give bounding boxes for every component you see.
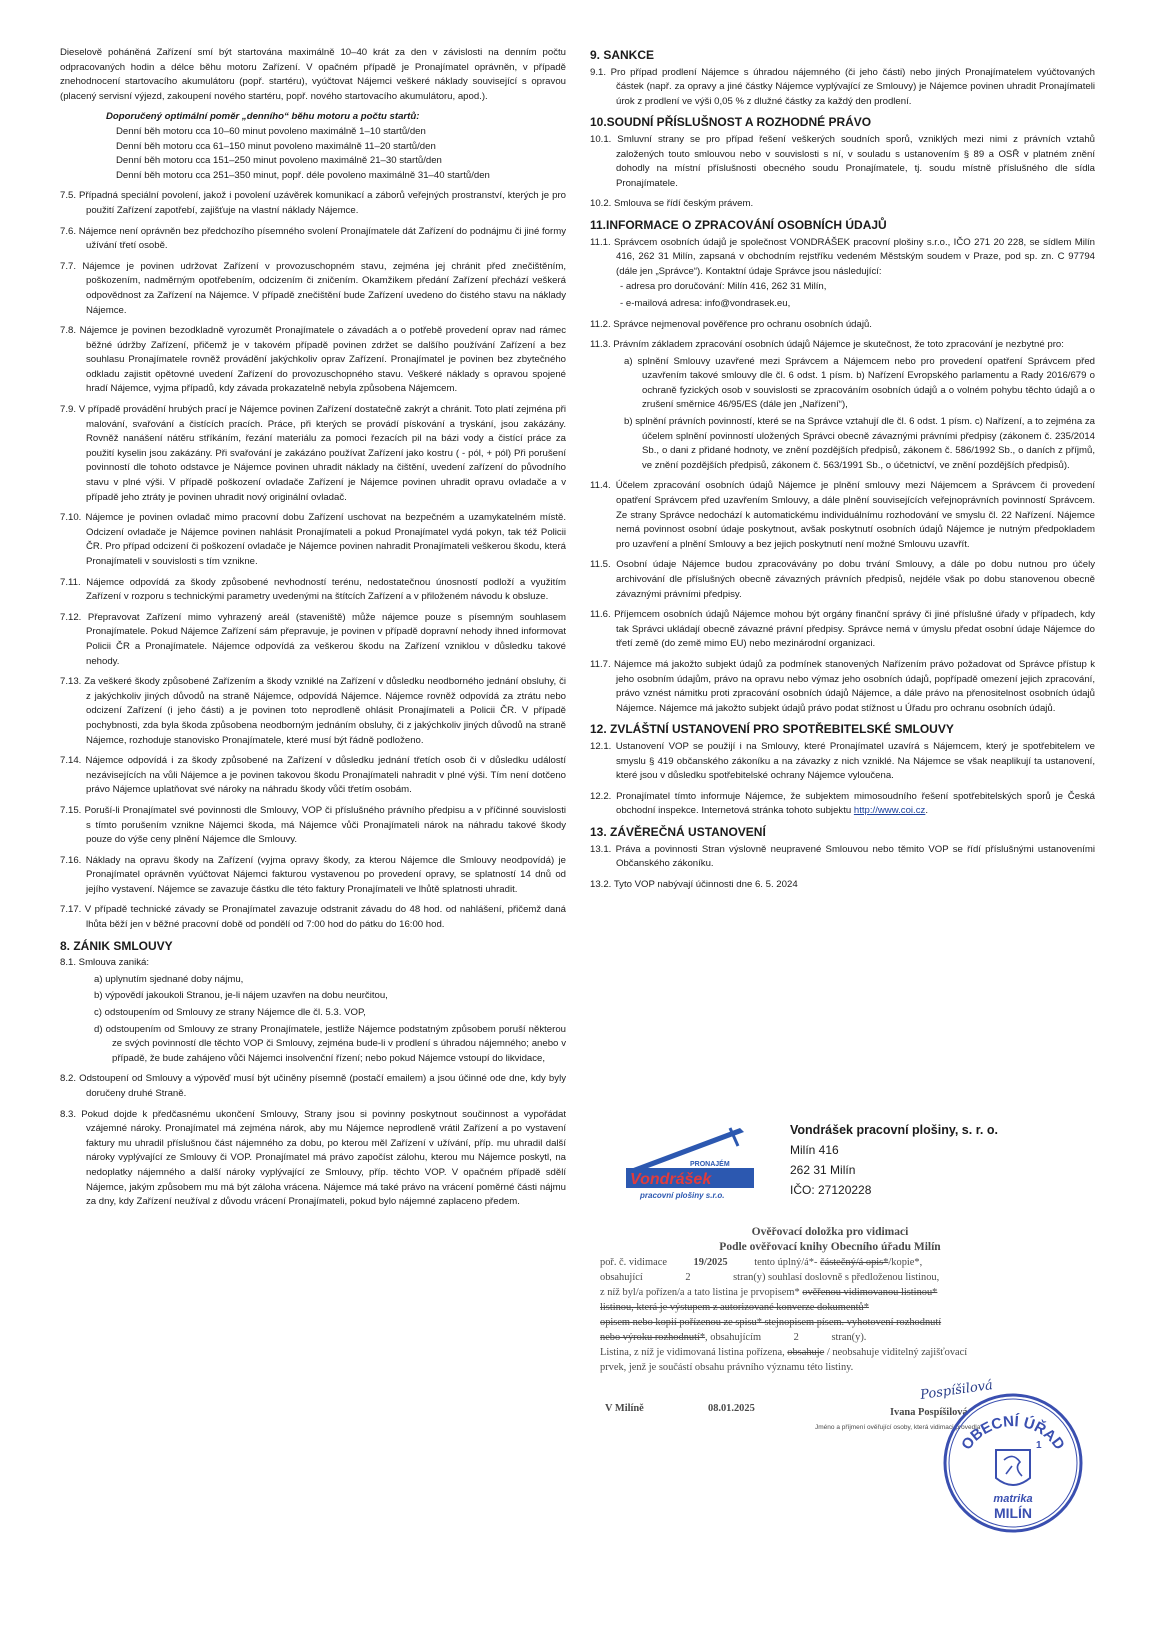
seal-top-text: OBECNÍ ÚŘAD bbox=[958, 1412, 1068, 1454]
verify-text: obsahující bbox=[600, 1272, 643, 1283]
right-column bbox=[590, 46, 1095, 898]
clause-7-16: 7.16. Náklady na opravu škody na Zařízení (vyjma opravy škody, za kterou Nájemce dle Smlouvy neodpovídá) je Pronajímatel oprávněn vyúčtovat Nájemci fakturou vystavenou po provedení opravy, se splatností 14 dnů od jejího vystavení. Nájemce se zavazuje částku dle této faktury Pronajímateli ve lhůtě splatnosti uhradit. bbox=[60, 854, 566, 895]
clause-8-2: 8.2. Odstoupení od Smlouvy a výpověď musí být učiněny písemně (postačí emailem) a jsou účinné ode dne, kdy byly doručeny druhé Straně. bbox=[60, 1073, 566, 1099]
verify-struck: obsahuje bbox=[787, 1347, 825, 1358]
verify-label: poř. č. vidimace bbox=[600, 1257, 667, 1268]
verify-text: stran(y) souhlasí doslovně s předloženou listinou, bbox=[733, 1272, 940, 1283]
clause-7-6: 7.6. Nájemce není oprávněn bez předchozího písemného svolení Pronajímatele dát Zařízení do podnájmu či jiné formy užívání třetí osobě. bbox=[60, 225, 566, 252]
clause-11-6: 11.6. Příjemcem osobních údajů Nájemce mohou být orgány finanční správy či jiné příslušné úřady v případech, kdy tak Správci ukládají obecně závazné právní předpisy. Správce nemá v úmyslu předat osobní údaje Nájemce do třetí země (do země mimo EU) nebo mezinárodní organizaci. bbox=[590, 609, 1095, 650]
ratio-title: Doporučený optimální poměr „denního“ běhu motoru a počtu startů: bbox=[106, 111, 420, 123]
clause-8-1-d: d) odstoupením od Smlouvy ze strany Pronajímatele, jestliže Nájemce podstatným způsobem poruší některou ze svých povinností dle těchto VOP či Smlouvy, zejména bude-li v prodlení s úhradou nájemného; anebo v případě, že bude zahájeno vůči Nájemci insolvenční řízení; nebo pokud Nájemce vstoupí do likvidace, bbox=[94, 1023, 566, 1064]
clause-11-1: 11.1. Správcem osobních údajů je společnost VONDRÁŠEK pracovní plošiny s.r.o., IČO 271 20 228, se sídlem Milín 416, 262 31 Milín, zapsaná v obchodním rejstříku vedeném Městským soudem v Praze, pod sp. zn. C 97794 (dále jen „Správce“). Kontaktní údaje Správce jsou následující: bbox=[590, 236, 1095, 277]
verify-line-6 bbox=[600, 1330, 1060, 1345]
verify-signer-role: Jméno a příjmení ověřující osoby, která vidimaci provedla bbox=[815, 1424, 981, 1431]
municipal-seal bbox=[940, 1390, 1085, 1535]
verify-struck: částečný/á opis* bbox=[820, 1257, 889, 1268]
clause-10-1: 10.1. Smluvní strany se pro případ řešení veškerých soudních sporů, vzniklých mezi nimi z právních vztahů založených touto smlouvou nebo v souvislosti s ní, v souladu s ustanovením § 89 a OSŘ v platném znění dohodly na místní příslušnosti obecného soudu Pronajímatele, tj. soudu místně příslušného dle sídla Pronajímatele. bbox=[590, 133, 1095, 189]
verify-pages: 2 bbox=[793, 1332, 799, 1343]
ratio-line: Denní běh motoru cca 10–60 minut povoleno maximálně 1–10 startů/den bbox=[116, 125, 426, 137]
coi-link[interactable]: http://www.coi.cz bbox=[853, 805, 926, 817]
verify-struck: ověřenou vidimovanou listinou* bbox=[802, 1287, 938, 1298]
company-addr1: Milín 416 bbox=[790, 1143, 839, 1157]
clause-11-3: 11.3. Právním základem zpracování osobních údajů Nájemce je skutečnost, že toto zpracování je nezbytné pro: bbox=[590, 339, 1064, 351]
heading-8: 8. ZÁNIK SMLOUVY bbox=[60, 938, 173, 953]
clause-7-5: 7.5. Případná speciální povolení, jakož i povolení uzávěrek komunikací a záborů veřejných prostranství, kterých je pro použití Zařízení zapotřebí, zajišťuje na vlastní náklady Nájemce. bbox=[60, 190, 566, 216]
verify-line-8: prvek, jenž je součástí obsahu právního významu této listiny. bbox=[600, 1362, 854, 1373]
clause-13-1: 13.1. Práva a povinnosti Stran výslovně neupravené Smlouvou nebo těmito VOP se řídí příslušnými ustanoveními Občanského zákoníku. bbox=[590, 843, 1095, 870]
clause-7-14: 7.14. Nájemce odpovídá i za škody způsobené na Zařízení v důsledku jednání třetích osob či v důsledku událostí nezávisejících na vůli Nájemce a je povinen takovou škodu Pronajímateli nahradit v plné výši. Tím není dotčeno právo Nájemce uplatňovat své nároky na náhradu škody vůči třetím osobám. bbox=[60, 755, 566, 796]
clause-7-11: 7.11. Nájemce odpovídá za škody způsobené nevhodností terénu, nedostatečnou únosností podloží a využitím Zařízení v rozporu s technickými parametry uvedenými na štítcích Zařízení a v přiloženém návodu k obsluze. bbox=[60, 576, 566, 603]
ratio-line: Denní běh motoru cca 251–350 minut, popř. déle povoleno maximálně 31–40 startů/den bbox=[116, 169, 490, 181]
company-name: Vondrášek pracovní plošiny, s. r. o. bbox=[790, 1123, 998, 1137]
verify-line-4: listinou, která je výstupem z autorizované konverze dokumentů* bbox=[600, 1302, 869, 1313]
ratio-line: Denní běh motoru cca 61–150 minut povoleno maximálně 11–20 startů/den bbox=[116, 140, 436, 152]
clause-12-1: 12.1. Ustanovení VOP se použijí i na Smlouvy, které Pronajímatel uzavírá s Nájemcem, který je spotřebitelem ve smyslu § 419 občanského zákoníku a na závazky z nich vzniklé. Na Nájemce se však neaplikují ta ustanovení, které jsou v důsledku spotřebitelské ochrany Nájemce vyloučena. bbox=[590, 740, 1095, 782]
verify-pages: 2 bbox=[685, 1272, 691, 1283]
logo-name: Vondrášek bbox=[630, 1171, 712, 1188]
clause-7-12: 7.12. Přepravovat Zařízení mimo vyhrazený areál (staveniště) může nájemce pouze s písemným souhlasem Pronajímatele. Pokud Nájemce Zařízení sám přepravuje, je povinen v případě dopravní nehody ihned informovat Policii ČR a Pronajímatele. Nájemce odpovídá za veškerou škodu na Zařízení vzniklou v důsledku takové nehody. bbox=[60, 611, 566, 667]
clause-11-5: 11.5. Osobní údaje Nájemce budou zpracovávány po dobu trvání Smlouvy, a dále po dobu nutnou pro účely archivování dle příslušných obecně závazných právních předpisů, nejdéle však po dobu stanovenou obecně závaznými právními předpisy. bbox=[590, 559, 1095, 600]
verify-title: Ověřovací doložka pro vidimaci bbox=[751, 1226, 909, 1238]
verify-subtitle: Podle ověřovací knihy Obecního úřadu Milín bbox=[719, 1241, 941, 1253]
verify-place: V Milíně bbox=[605, 1403, 644, 1414]
logo-top-text: PRONAJÉM bbox=[690, 1161, 730, 1168]
clause-11-2: 11.2. Správce nejmenoval pověřence pro ochranu osobních údajů. bbox=[590, 318, 872, 330]
clause-7-17: 7.17. V případě technické závady se Pronajímatel zavazuje odstranit závadu do 48 hod. od nahlášení, přičemž daná lhůta běží jen v běžné pracovní době od pondělí od 7:00 hod do pátku do 16:00 hod. bbox=[60, 904, 566, 931]
heading-9: 9. SANKCE bbox=[590, 48, 655, 62]
verify-text: , obsahujícím bbox=[705, 1332, 762, 1343]
seal-bottom-text: matrika bbox=[993, 1493, 1033, 1505]
company-info bbox=[790, 1120, 998, 1200]
clause-8-1-a: a) uplynutím sjednané doby nájmu, bbox=[94, 973, 244, 985]
logo-sub: pracovní plošiny s.r.o. bbox=[640, 1191, 725, 1200]
vondrasek-logo bbox=[620, 1120, 760, 1200]
intro-paragraph: Dieselově poháněná Zařízení smí být startována maximálně 10–40 krát za den v závislosti na denním počtu odpracovaných hodin a délce běhu motoru Zařízení. V opačném případě je Pronajímatel oprávněn, v případě znehodnocení startovacího akumulátoru (popř. startéru), vyúčtovat Nájemci veškeré náklady související s opravou (placený servisní výjezd, zakoupení nového startéru, popř. nového startovacího akumulátoru, apod.). bbox=[60, 47, 566, 102]
company-ico: IČO: 27120228 bbox=[790, 1183, 872, 1197]
company-addr2: 262 31 Milín bbox=[790, 1163, 856, 1177]
clause-7-13: 7.13. Za veškeré škody způsobené Zařízením a škody vzniklé na Zařízení v důsledku neodborného jednání obsluhy, či z jakýchkoliv jiných důvodů na straně Nájemce, odpovídá Nájemce. Nájemce rovněž odpovídá za ztrátu nebo odcizení Zařízení (i jeho části) a je povinen toto neprodleně ohlásit Pronajímateli a Policii ČR. V případě pochybnosti, zda byla škoda způsobena neodborným jednáním obsluhy, či z jakýchkoliv jiných důvodů na straně Nájemce, rozhoduje stanovisko Pronajímatele, které musí být řádně podloženo. bbox=[60, 676, 566, 746]
verify-line-2 bbox=[600, 1270, 1060, 1285]
clause-7-10: 7.10. Nájemce je povinen ovladač mimo pracovní dobu Zařízení uschovat na bezpečném a uzamykatelném místě. Odcizení ovladače je Nájemce povinen nahlásit Pronajímateli a pokud Pronajímatel vydá pokyn, tak též Policii ČR. Pro případ odcizení či poškození ovladače je Nájemce povinen nahradit Pronajímateli veškerou škodu, která Pronajímateli v souvislosti s tím vznikne. bbox=[60, 512, 566, 567]
heading-13: 13. ZÁVĚREČNÁ USTANOVENÍ bbox=[590, 824, 766, 839]
clause-11-3-a: a) splnění Smlouvy uzavřené mezi Správcem a Nájemcem nebo pro provedení opatření Správcem před uzavřením takové smlouvy dle čl. 6 odst. 1 písm. b) Nařízení Evropského parlamentu a Rady 2016/679 o ochraně fyzických osob v souvislosti se zpracováním osobních údajů a o volném pohybu těchto údajů a o zrušení směrnice 46/95/ES (dále jen „Nařízení“), bbox=[624, 355, 1095, 411]
seal-town: MILÍN bbox=[993, 1505, 1033, 1521]
contact-address: - adresa pro doručování: Milín 416, 262 31 Milín, bbox=[620, 281, 827, 293]
verify-text: Listina, z níž je vidimovaná listina pořízena, bbox=[600, 1347, 785, 1358]
clause-12-2: 12.2. Pronajímatel tímto informuje Nájemce, že subjektem mimosoudního řešení spotřebitelských sporů je Česká obchodní inspekce. Internetová stránka tohoto subjektu http://www.coi.cz. bbox=[590, 790, 1095, 817]
verify-text: / neobsahuje viditelný zajišťovací bbox=[826, 1347, 968, 1358]
verify-line-1 bbox=[600, 1255, 1060, 1270]
clause-8-1-c: c) odstoupením od Smlouvy ze strany Nájemce dle čl. 5.3. VOP, bbox=[94, 1007, 366, 1019]
ratio-block bbox=[60, 110, 566, 183]
verify-number: 19/2025 bbox=[693, 1257, 728, 1268]
clause-7-15: 7.15. Poruší-li Pronajímatel své povinnosti dle Smlouvy, VOP či příslušného právního předpisu a v příčinné souvislosti s tímto porušením vznikne Nájemci škoda, má Nájemce vůči Pronajímateli nárok na náhradu takové škody pouze do výše ceny plnění Nájemce dle Smlouvy. bbox=[60, 804, 566, 846]
verify-struck: nebo výroku rozhodnutí* bbox=[600, 1332, 706, 1343]
clause-11-7: 11.7. Nájemce má jakožto subjekt údajů za podmínek stanovených Nařízením právo požadovat od Správce přístup k jeho osobním údajům, právo na opravu nebo výmaz jeho osobních údajů, popřípadě omezení jejich zpracování, právo vznést námitku proti zpracování osobních údajů Nájemce, a dále právo na přenositelnost osobních údajů Nájemce. Nájemce má jakožto subjekt údajů právo podat stížnost u Úřadu pro ochranu osobních údajů. bbox=[590, 658, 1095, 714]
verify-text: z níž byl/a pořízen/a a tato listina je prvopisem* bbox=[600, 1287, 800, 1298]
heading-12: 12. ZVLÁŠTNÍ USTANOVENÍ PRO SPOTŘEBITELSKÉ SMLOUVY bbox=[590, 722, 954, 737]
verify-signer: Ivana Pospíšilová bbox=[890, 1407, 968, 1418]
seal-number: 1 bbox=[1036, 1440, 1042, 1451]
verify-text: stran(y). bbox=[831, 1332, 867, 1343]
verify-text: /kopie*, bbox=[888, 1257, 923, 1268]
heading-10: 10.SOUDNÍ PŘÍSLUŠNOST A ROZHODNÉ PRÁVO bbox=[590, 115, 872, 130]
contact-email: - e-mailová adresa: info@vondrasek.eu, bbox=[620, 297, 791, 309]
clause-12-2-text: 12.2. Pronajímatel tímto informuje Nájemce, že subjektem mimosoudního řešení spotřebitelských sporů je Česká obchodní inspekce. Internetová stránka tohoto subjektu bbox=[590, 790, 1095, 817]
clause-10-2: 10.2. Smlouva se řídí českým právem. bbox=[590, 198, 754, 210]
clause-8-1-b: b) výpovědí jakoukoli Stranou, je-li nájem uzavřen na dobu neurčitou, bbox=[94, 990, 388, 1002]
clause-13-2: 13.2. Tyto VOP nabývají účinnosti dne 6. 5. 2024 bbox=[590, 878, 798, 890]
verify-line-3 bbox=[600, 1285, 1060, 1300]
verify-line-5: opisem nebo kopií pořízenou ze spisu* stejnopisem písem. vyhotovení rozhodnutí bbox=[600, 1317, 942, 1328]
clause-8-3: 8.3. Pokud dojde k předčasnému ukončení Smlouvy, Strany jsou si povinny poskytnout součinnost a vypořádat vzájemné nároky. Pronajímatel má zejména nárok, aby mu Nájemce neprodleně vrátil Zařízení a po vystavení faktury mu uhradil příslušnou část nájemného za dobu, po kterou měl Zařízení v užívání, příp. mu uhradil další nároky vyplývající ze Smlouvy či VOP. Pronajímatel má právo započíst zálohu, kterou mu Nájemce poskytl, na nedoplatky nájemného a další nároky vyplývající ze Smlouvy, příp. těchto VOP. V opačném případě sdělí Nájemce, jakým způsobem mu má být záloha vrácena. Nájemce má také právo na vrácení poměrné části nájmu za dny, kdy Zařízení neužíval z důvodu vrácení Pronajímateli, pokud bylo nájemné zaplaceno předem. bbox=[60, 1108, 566, 1208]
clause-9-1: 9.1. Pro případ prodlení Nájemce s úhradou nájemného (či jeho části) nebo jiných Pronajímatelem vyúčtovaných částek (např. za opravy a jiné částky Nájemce vyplývající ze Smlouvy) je Nájemce povinen uhradit Pronajímateli úrok z prodlení ve výši 0,05 % z dlužné částky za každý den prodlení. bbox=[590, 66, 1095, 107]
left-column bbox=[60, 46, 566, 1216]
stamp-area bbox=[600, 1120, 1120, 1620]
clause-8-1: 8.1. Smlouva zaniká: bbox=[60, 957, 150, 969]
clause-7-8: 7.8. Nájemce je povinen bezodkladně vyrozumět Pronajímatele o závadách a o potřebě provedení oprav nad rámec běžné údržby Zařízení, přičemž je v takovém případě povinen zdržet se dalšího používání Zařízení a bez souhlasu Pronajímatele rovněž provádění jakýchkoliv oprav Zařízení. Pronajímatel je povinen bez zbytečného odkladu zajistit opětovné uvedení Zařízení do provozuschopného stavu. Veškeré náklady s opravou spojené hradí Nájemce, vyjma případů, kdy závada prokazatelně nebyla způsobena Nájemcem. bbox=[60, 325, 566, 395]
svg-text:OBECNÍ ÚŘAD bbox=[958, 1413, 1068, 1453]
heading-11: 11.INFORMACE O ZPRACOVÁNÍ OSOBNÍCH ÚDAJŮ bbox=[590, 217, 887, 232]
verify-date: 08.01.2025 bbox=[708, 1403, 755, 1414]
clause-11-4: 11.4. Účelem zpracování osobních údajů Nájemce je plnění smlouvy mezi Nájemcem a Správcem či provedení opatření Správcem před uzavřením Smlouvy, a dále plnění souvisejících veřejnoprávních povinností Správcem. Ze strany Správce nedochází k automatickému individuálnímu rozhodování ve smyslu čl. 22 Nařízení. Nájemce nemá povinnost osobní údaje poskytnout, avšak poskytnutí osobních údajů Nájemce je nutným předpokladem pro uzavření a plnění Smlouvy a bez jejich poskytnutí není možné Smlouvu uzavřít. bbox=[590, 480, 1095, 550]
clause-11-3-b: b) splnění právních povinností, které se na Správce vztahují dle čl. 6 odst. 1 písm. c) Nařízení, a to zejména za účelem splnění povinností uložených Správci obecně závaznými právními předpisy (zákonem č. 235/2014 Sb., o dani z přidané hodnoty, ve znění pozdějších předpisů, zákonem č. 586/1992 Sb., o daních z příjmů, ve znění pozdějších předpisů, zákonem č. 563/1991 Sb., o účetnictví, ve znění pozdějších předpisů). bbox=[624, 416, 1095, 471]
verify-text: tento úplný/á*- bbox=[754, 1257, 818, 1268]
clause-7-9: 7.9. V případě provádění hrubých prací je Nájemce povinen Zařízení dostatečně zakrýt a chránit. Toto platí zejména při malování, svařování a čistících pracích. Práce, při kterých se provádí pískování a tryskání, jsou zakázány. Rovněž nanášení nátěru stříkáním, řezání materiálu za pomoci řezacích pil na bázi vody a čistící práce za použití kyselin jsou zakázány. Při svařování je zakázáno používat Zařízení jako kostru ( - pól, + pól) Při porušení povinností dle tohoto odstavce je Nájemce povinen uhradit náklady na čištění, uvedení zařízení do původního stavu v plné výši. V případě poškození ovladače Zařízení je Nájemce povinen uhradit opravu ovladače a v případě jeho ztráty je povinen uhradit nový originální ovladač. bbox=[60, 404, 566, 503]
verify-line-7 bbox=[600, 1345, 1060, 1360]
clause-7-7: 7.7. Nájemce je povinen udržovat Zařízení v provozuschopném stavu, zejména jej chránit před znečištěním, poškozením, nadměrným opotřebením, odcizením či zničením. Okamžikem předání Zařízení přechází veškerá odpovědnost za Zařízení na Nájemce. V případě znečištění bude Zařízení uvedeno do čistého stavu na náklady Nájemce. bbox=[60, 260, 566, 316]
ratio-line: Denní běh motoru cca 151–250 minut povoleno maximálně 21–30 startů/den bbox=[116, 155, 442, 167]
signature: Pospíšilová bbox=[919, 1377, 994, 1404]
